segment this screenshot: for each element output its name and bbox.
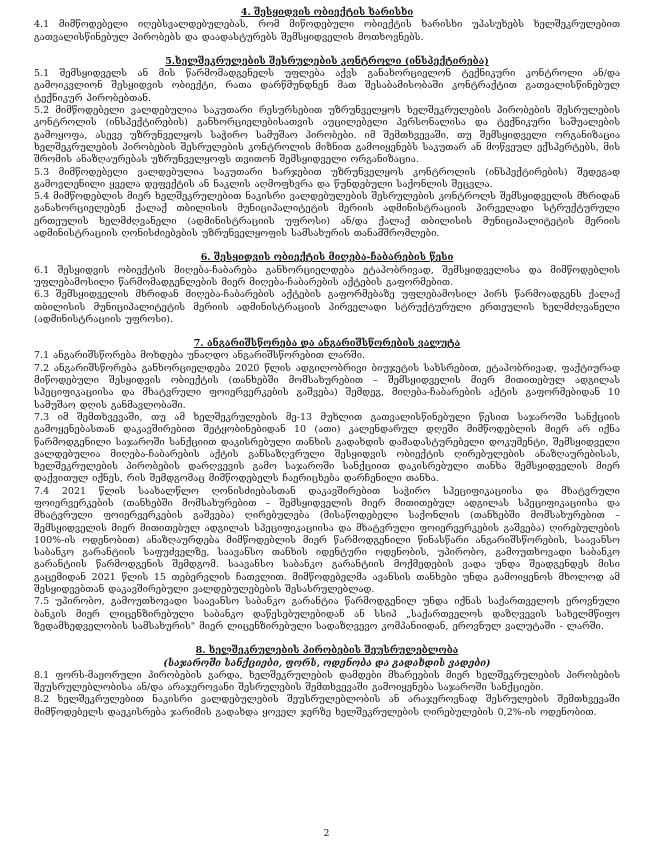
section-8-subheading: (საჯაროში სანქციები, ფორს, ოდენობა და გადახდის ვადები)	[163, 657, 491, 669]
paragraph-4-1: 4.1 მიმწოდებელი იღებსვალდებულებას, რომ მიწოდებული ობიექტის ხარისხი უპასუხებს ხელშეკრულებით გათვალისწინებულ პირობებს და დაადასტურებს შემსყიდველის მოთხოვნებს.	[34, 19, 620, 43]
paragraph-7-4: 7.4 2021 წლის საახალწლო ღონისძიებასთან დაკავშირებით საჭირო სპეციფიკაციისა და მხატვრული ფოიერვერკების (თანხებში მომსახურებით – შემსყიდველის მიერ მითითებულ ადგილას სპეციფიკაციისა და მხატვრული ფოიერვერკების გაშვება) ღირებულება (მისაწოდებელი საქონლის (თანხებში მომსახურებით – შემსყიდველის მიერ მითითებულ ადგილას სპეციფიკაციისა და მხატვრული ფოიერვერკების გაშვება) ღირებულების 100%-ის ოდენობით) ანაზღაურდება მიმწოდებლის მიერ წარმოდგენილი წინასწარი ანგარიშსწორების, საავანსო საბანკო გარანტიის საფუძველზე, საავანსო თანხის იდენტური ოდენობის, უპირობო, გამოუთხოვადი საბანკო გარანტიის წარმოდგენის შემდგომ. საავანსო საბანკო გარანტიის მოქმედების ვადა უნდა შეადგენდეს მისი გაცემიდან 2021 წლის 15 თებერვლის ჩათვლით. მიმწოდებელმა ავანსის თანხები უნდა გამოიყენოს მხოლოდ ამ შესყიდვებთან დაკავშირებული ვალდებულებების შესასრულებლად.	[34, 485, 620, 596]
section-7	[34, 338, 620, 633]
paragraph-5-2: 5.2 მიმწოდებელი ვალდებულია საკუთარი რესურსებით უზრუნველყოს ხელშეკრულების პირობების შესრულების კონტროლის (ინსპექტირების) განხორციელებისათვის აუცილებელი პერსონალისა და ტექნიკური საშუალების გამოყოფა, ასევე უზრუნველყოს საჭირო სამუშაო პირობები. იმ შემთხვევაში, თუ შემსყიდველი ორგანიზაცია ხელშეკრულების პირობების შესრულების კონტროლის მიზნით გამოიყენებს საკუთარ ან მოწვეულ ექსპერტებს, მის შრომის ანაზღაურებას უზრუნველყოფს თვითონ შემსყიდველი ორგანიზაცია.	[34, 105, 620, 166]
section-5	[34, 56, 620, 240]
paragraph-5-1: 5.1 შემსყიდველს ან მის წარმომადგენელს უფლება აქვს განახორციელონ ტექნიკური კონტროლი ან/და გამოიკვლიონ შესყიდვის ობიექტი, რათა დარწმუნდნენ მათ შესაბამისობაში კონტრაქტით გათვალისწინებულ ტექნიკურ პირობებთან.	[34, 68, 620, 104]
section-6	[34, 252, 620, 326]
page-number: 2	[323, 829, 330, 839]
paragraph-7-1: 7.1 ანგარიშსწორება მოხდება უნაღდო ანგარიშსწორებით ლარში.	[34, 350, 366, 362]
section-5-heading: 5.ხელშეკრულების შესრულების კონტროლი (ინსპექტირება)	[165, 55, 489, 67]
paragraph-7-5: 7.5 უპირობო, გამოუთხოვადი საავანსო საბანკო გარანტია წარმოდგენილ უნდა იქნას საქართველოს ეროვნული ბანკის მიერ ლიცენზირებული საბანკო დაწესებულებიდან ან სსიპ „საქართველოს დაზღვევის სახელმწიფო ზედამხედველობის სამსახურის" მიერ ლიცენზირებული სადაზღვევო კომპანიიდან, ეროვნულ ვალუტაში - ლარში.	[34, 596, 620, 632]
section-8-heading: 8. ხელშეკრულების პირობების შეუსრულებლობა	[195, 645, 459, 657]
paragraph-7-3: 7.3 იმ შემთხვევაში, თუ ამ ხელშეკრულების მე-13 მუხლით გათვალისწინებული წესით საჯაროში სანქციის გამოყენებასთან დაკავშირებით შეტყობინებიდან 10 (ათი) კალენდარულ დღეში მიმწოდებლის მიერ არ იქნა წარმოდგენილი საჯაროში სანქციით დაკისრებული თანხის გადახდის დამადასტურებელი დოკუმენტი, შემსყიდველი ვალდებულია მიღება-ჩაბარების აქტის განსაზღვრული შესყიდვის ობიექტის ღირებულების ანაზღაურებისას, ხელშეკრულების პირობების დარღვევის გამო საჯაროში სანქციით დაკისრებული თანხა შემსყიდველის მიერ დაქვითულ იქნეს, რის შემდგომაც მიმწოდებელს ჩაერიცხება დარჩენილი თანხა.	[34, 411, 620, 485]
paragraph-8-1: 8.1 ფორს-მაჟორული პირობების გარდა, ხელშეკრულების დამდები მხარეების მიერ ხელშეკრულების პირობების შეუსრულებლობისა ან/და არაჯეროვანი შესრულების შემთხვევაში გამოიყენება საჯაროში სანქციები.	[34, 669, 620, 694]
paragraph-7-2: 7.2 ანგარიშსწორება განხორციელდება 2020 წლის ადგილობრივი ბიუჯეტის სახსრებით, ეტაპობრივად, ფაქტიურად მიწოდებული შესყიდვის ობიექტის (თანხებში მომსახურებით – შემსყიდველის მიერ მითითებულ ადგილას სპეციფიკაციისა და მხატვრული ფოიერვერკების გაშვება) შემდეგ, მიღება-ჩაბარების აქტის გაფორმებიდან 10 სამუშაო დღის განმავლობაში.	[34, 362, 620, 411]
paragraph-8-2: 8.2 ხელშეკრულებით ნაკისრი ვალდებულების შეუსრულებლობის ან არაჯეროვნად შესრულების შემთხვევაში მიმწოდებელს დაეკისრება ჯარიმის გადახდა ყოველ ჯერზე ხელშეკრულების ღირებულების 0,2%-ის ოდენობით.	[34, 694, 620, 718]
section-4-heading: 4. შესყიდვის ობიექტის ხარისხი	[240, 7, 414, 18]
page-content	[34, 7, 620, 719]
section-8	[34, 645, 620, 719]
paragraph-6-3: 6.3 შემსყიდველის მხრიდან მიღება-ჩაბარების აქტების გაფორმებაზე უფლებამოსილ პირს წარმოადგენს ქალაქ თბილისის მუნიციპალიტეტის მერიის ადმინისტრაციის პირველადი სტრუქტურული ერთეულის ხელმძღვანელი (ადმინისტრაციის უფროსი).	[34, 289, 620, 325]
section-6-heading: 6. შესყიდვის ობიექტის მიღება-ჩაბარების წესი	[200, 252, 454, 264]
paragraph-5-4: 5.4 მიმწოდებლის მიერ ხელშეკრულებით ნაკისრი ვალდებულების შესრულების კონტროლს შემსყიდველის მხრიდან განახორციელებენ ქალაქ თბილისის მუნიციპალიტეტის მერიის ადმინისტრაციის პირველადი სტრუქტურული ერთეულის ხელმძღვანელი (ადმინისტრაციის უფროსი) ან/და ქალაქ თბილისის მუნიციპალიტეტის მერიის ადმინისტრაციის ღონისძიებების უზრუნველყოფის სამსახურის თანამშრომლები.	[34, 191, 620, 240]
paragraph-6-1: 6.1 შესყიდვის ობიექტის მიღება-ჩაბარება განხორციელდება ეტაპობრივად, შემსყიდველისა და მიმწოდებლის უფლებამოსილი წარმომადგენლების მიერ მიღება-ჩაბარების აქტების გაფორმებით.	[34, 264, 620, 288]
paragraph-5-3: 5.3 მიმწოდებელი ვალდებულია საკუთარი ხარჯებით უზრუნველყოს კონტროლის (ინსპექტირების) შედეგად გამოვლენილი ყველა დეფექტის ან ნაკლის აღმოფხვრა და წუნდებული საქონლის შეცვლა.	[34, 166, 620, 190]
section-4	[34, 7, 620, 44]
section-7-heading: 7. ანგარიშსწორება და ანგარიშსწორების ვალუტა	[193, 338, 461, 350]
